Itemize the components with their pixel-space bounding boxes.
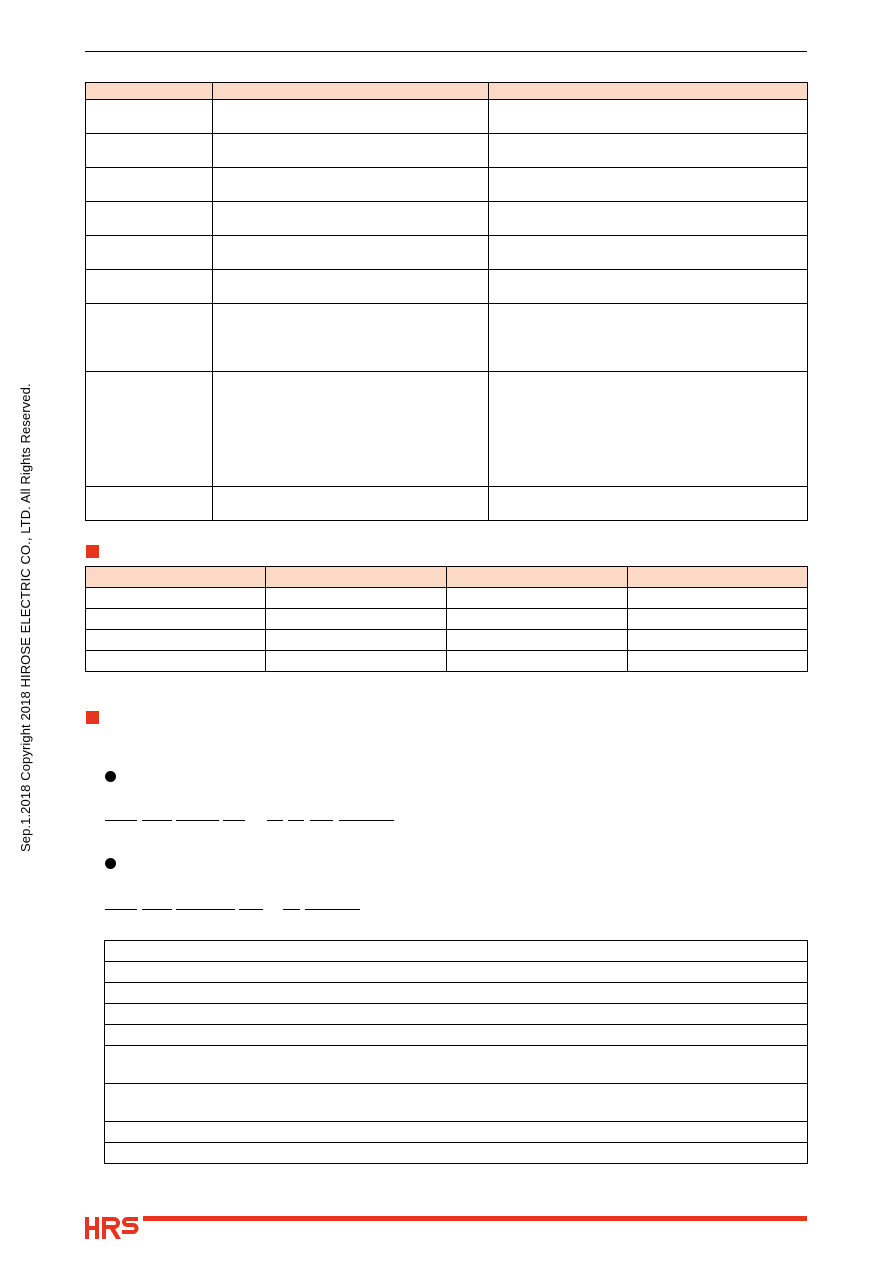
table-row [105, 1122, 808, 1143]
table-header-row [86, 567, 808, 588]
table-row [86, 651, 808, 672]
table-row [86, 270, 808, 304]
hrs-logo [85, 1213, 139, 1243]
table-row [105, 941, 808, 962]
table-row [86, 630, 808, 651]
ordering-table [104, 940, 808, 1164]
table-row [86, 100, 808, 134]
section-marker-icon [86, 711, 99, 724]
table-row [86, 304, 808, 372]
table-row [86, 168, 808, 202]
spec-table [85, 82, 808, 521]
table-row [86, 609, 808, 630]
table-row [86, 134, 808, 168]
table-row [105, 1046, 808, 1084]
bullet-icon [105, 771, 116, 782]
table-row [105, 1084, 808, 1122]
table-row [86, 236, 808, 270]
table-row [105, 1143, 808, 1164]
footer-accent-bar [143, 1216, 807, 1221]
table-row [86, 588, 808, 609]
bullet-icon [105, 858, 116, 869]
copyright-notice: Sep.1.2018 Copyright 2018 HIROSE ELECTRIC CO., LTD. All Rights Reserved. [18, 383, 33, 852]
table-row [86, 202, 808, 236]
table-row [86, 372, 808, 487]
table-row [105, 983, 808, 1004]
table-row [105, 1025, 808, 1046]
section-marker-icon [86, 545, 99, 558]
header-rule [85, 51, 807, 52]
table-row [105, 962, 808, 983]
table-row [105, 1004, 808, 1025]
material-table [85, 566, 808, 672]
table-header-row [86, 83, 808, 100]
table-row [86, 487, 808, 521]
